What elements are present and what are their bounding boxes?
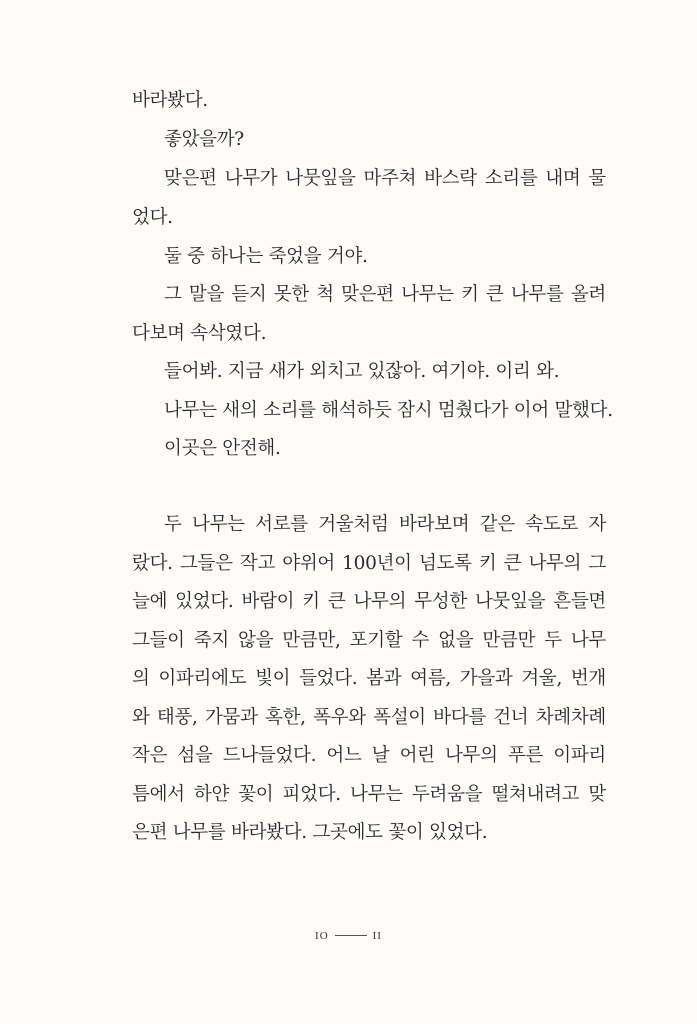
page-numbers bbox=[0, 930, 697, 942]
page-number-separator bbox=[335, 935, 367, 936]
text-line: 작은 섬을 드나들었다. 어느 날 어린 나무의 푸른 이파리 bbox=[132, 745, 606, 766]
text-line: 나무는 새의 소리를 해석하듯 잠시 멈췄다가 이어 말했다. bbox=[164, 400, 613, 421]
text-line: 그들이 죽지 않을 만큼만, 포기할 수 없을 만큼만 두 나무 bbox=[132, 630, 606, 651]
text-line: 와 태풍, 가뭄과 혹한, 폭우와 폭설이 바다를 건너 차례차례 bbox=[132, 707, 606, 728]
left-page-number: IO bbox=[315, 930, 329, 942]
text-line: 들어봐. 지금 새가 외치고 있잖아. 여기야. 이리 와. bbox=[164, 361, 560, 382]
text-line: 이곳은 안전해. bbox=[164, 438, 281, 459]
text-line: 었다. bbox=[132, 207, 173, 228]
text-line: 맞은편 나무가 나뭇잎을 마주쳐 바스락 소리를 내며 물 bbox=[164, 168, 606, 189]
text-line: 늘에 있었다. 바람이 키 큰 나무의 무성한 나뭇잎을 흔들면 bbox=[132, 591, 606, 612]
text-line: 둘 중 하나는 죽었을 거야. bbox=[164, 246, 368, 267]
text-line: 틈에서 하얀 꽃이 피었다. 나무는 두려움을 떨쳐내려고 맞 bbox=[132, 784, 606, 805]
text-line: 랐다. 그들은 작고 야위어 100년이 넘도록 키 큰 나무의 그 bbox=[132, 553, 606, 574]
text-line: 좋았을까? bbox=[164, 129, 244, 150]
text-line: 바라봤다. bbox=[132, 90, 208, 111]
text-line: 그 말을 듣지 못한 척 맞은편 나무는 키 큰 나무를 올려 bbox=[164, 284, 606, 305]
right-page-number: II bbox=[372, 930, 382, 942]
text-line: 의 이파리에도 빛이 들었다. 봄과 여름, 가을과 겨울, 번개 bbox=[132, 668, 606, 689]
text-line: 두 나무는 서로를 거울처럼 바라보며 같은 속도로 자 bbox=[164, 514, 606, 535]
text-line: 은편 나무를 바라봤다. 그곳에도 꽃이 있었다. bbox=[132, 822, 488, 843]
text-line: 다보며 속삭였다. bbox=[132, 323, 267, 344]
